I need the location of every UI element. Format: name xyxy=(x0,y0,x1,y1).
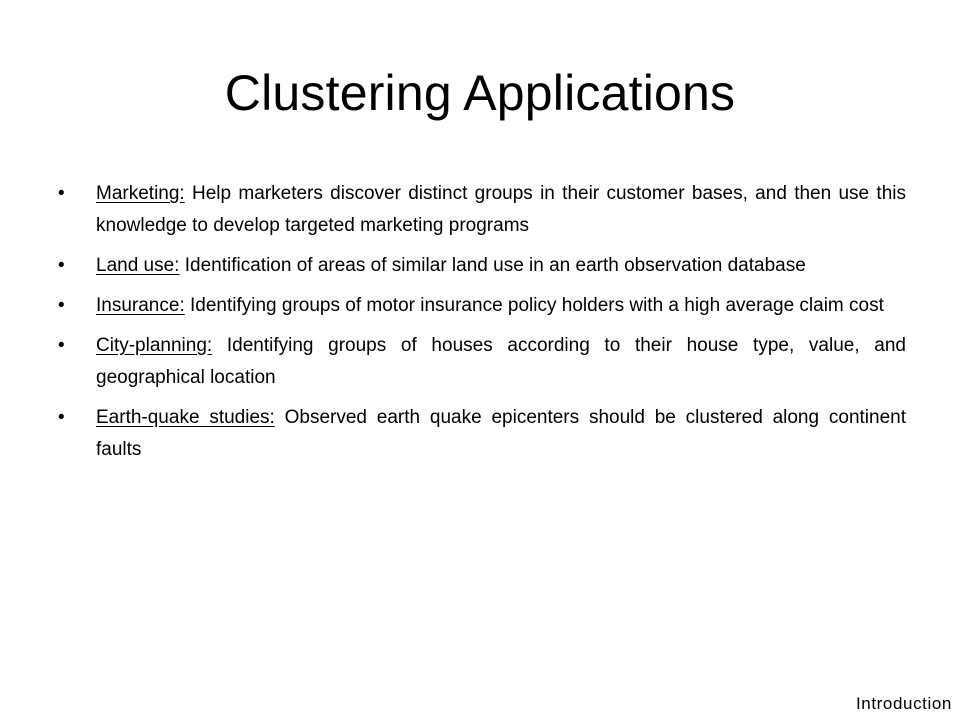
bullet-item-city-planning xyxy=(55,330,906,394)
bullet-term: Insurance: xyxy=(96,295,185,316)
bullet-text: Identifying groups of motor insurance policy holders with a high average claim cost xyxy=(184,295,884,316)
bullet-term: City-planning: xyxy=(96,335,213,356)
bullet-term: Marketing: xyxy=(96,183,185,204)
bullet-icon: • xyxy=(58,255,65,276)
bullet-list xyxy=(55,178,906,474)
bullet-term: Earth-quake studies: xyxy=(96,407,275,428)
bullet-item-insurance xyxy=(55,290,906,322)
bullet-icon: • xyxy=(58,407,65,428)
bullet-icon: • xyxy=(58,183,65,204)
footer-section-label: Introduction xyxy=(855,694,952,713)
bullet-icon: • xyxy=(58,295,65,316)
bullet-item-land-use xyxy=(55,250,906,282)
bullet-text: Help marketers discover distinct groups in their customer bases, and then use this knowledge to develop targeted marketing programs xyxy=(96,183,906,236)
slide-title: Clustering Applications xyxy=(224,65,736,121)
bullet-text: Identification of areas of similar land use in an earth observation database xyxy=(179,255,806,276)
bullet-item-earthquake xyxy=(55,402,906,466)
bullet-icon: • xyxy=(58,335,65,356)
bullet-text: Observed earth quake epicenters should be clustered along continent faults xyxy=(96,407,906,460)
bullet-text: Identifying groups of houses according to their house type, value, and geographical location xyxy=(96,335,906,388)
bullet-term: Land use: xyxy=(96,255,180,276)
bullet-item-marketing xyxy=(55,178,906,242)
